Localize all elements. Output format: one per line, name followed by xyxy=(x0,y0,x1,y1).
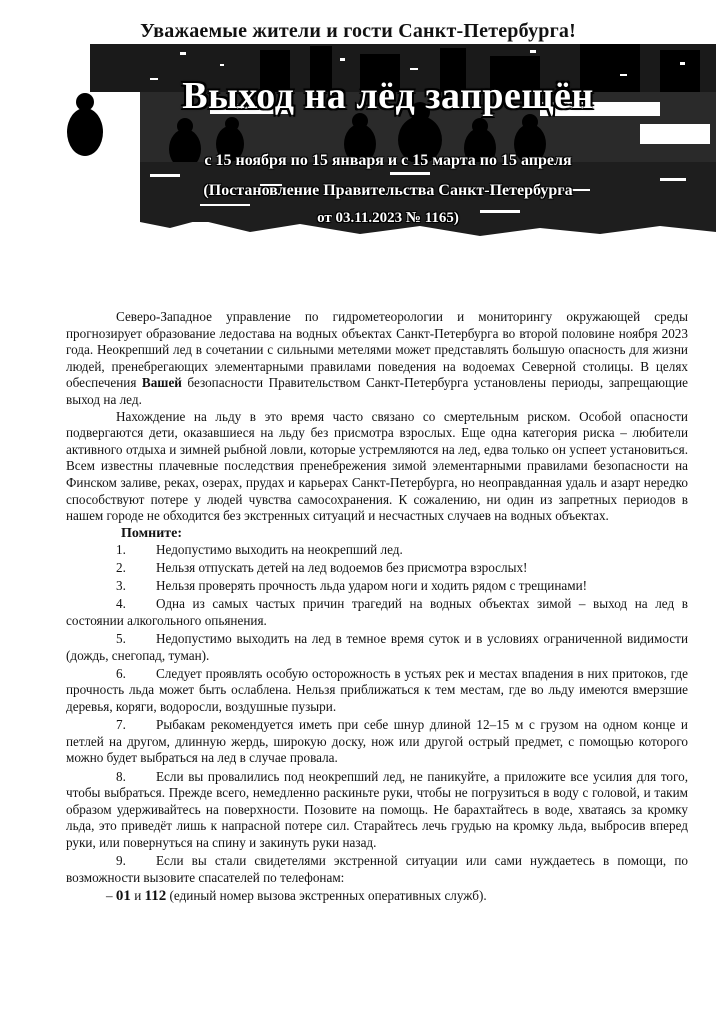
rule-text: Одна из самых частых причин трагедий на водных объектах зимой – выход на лед в состоянии алкогольного опьянения. xyxy=(66,596,688,628)
intro-paragraph-2: Нахождение на льду в это время часто связано со смертельным риском. Особой опасности подвергаются дети, оказавшиеся на льду без присмотра взрослых. Еще одна категория риска – любители активного отдыха и зимней рыбной ловли, которые устремляются на лед, едва только он успеет установиться. Всем известны плачевные последствия пренебрежения зимой элементарными правилами безопасности на Финском заливе, реках, озерах, прудах и карьерах Санкт-Петербурга, но неоправданная удаль и азарт нередко способствуют потере у людей чувства самосохранения. К сожалению, ни один из запретных периодов в нашем городе не обходится без экстренных ситуаций и несчастных случаев на водных объектах. xyxy=(66,408,688,524)
rule-text: Если вы провалились под неокрепший лед, не паникуйте, а приложите все усилия для того, чтобы выбраться. Прежде всего, немедленно раскиньте руки, чтобы не погрузиться в воду с головой, и таким образом удерживайтесь на поверхности. Позовите на помощь. Не барахтайтесь в воде, хватаясь за кромку льда, это приведёт лишь к напрасной потере сил. Старайтесь лечь грудью на кромку льда, выбросив вперед руки, или повернуться на спину и закинуть руки назад. xyxy=(66,768,688,850)
rule-number: 8. xyxy=(116,768,126,784)
rule-text: Рыбакам рекомендуется иметь при себе шнур длиной 12–15 м с грузом на одном конце и петлей на другом, длинную жердь, широкую доску, нож или другой острый предмет, с помощью которого можно будет выбраться на лед в случае провала. xyxy=(66,717,688,766)
rule-text: Нельзя проверять прочность льда ударом ноги и ходить рядом с трещинами! xyxy=(156,578,588,594)
intro-paragraph-1 xyxy=(66,309,688,409)
rule-number: 3. xyxy=(116,578,126,594)
rule-item xyxy=(66,631,688,664)
phone-number-112: 112 xyxy=(144,887,167,904)
intro-text: Северо-Западное управление по гидрометеорологии и мониторингу окружающей среды прогнозирует образование ледостава на водных объектах Санкт-Петербурга во второй половине ноября 2023 года. Неокрепший лед в сочетании с сильными метелями может представлять большую опасность для жизни людей, пренебрегающих элементарными правилами поведения на водоемах Северной столицы. В целях обеспечения xyxy=(66,309,688,391)
rule-number: 7. xyxy=(116,717,126,733)
notice-body xyxy=(66,309,688,905)
phone-number-01: 01 xyxy=(115,887,131,904)
rule-text: Недопустимо выходить на неокрепший лед. xyxy=(156,541,403,557)
rule-item xyxy=(66,560,688,577)
phone-conjunction: и xyxy=(134,887,142,903)
rule-item xyxy=(66,578,688,595)
rule-number: 2. xyxy=(116,559,126,575)
intro-text-continued: безопасности Правительством Санкт-Петербурга установлены периоды, запрещающие выход на лед. xyxy=(66,375,689,407)
rule-item xyxy=(66,542,688,559)
decree-reference: (Постановление Правительства Санкт-Петербурга xyxy=(203,182,573,199)
rule-number: 9. xyxy=(116,853,126,869)
notice-greeting: Уважаемые жители и гости Санкт-Петербурга! xyxy=(140,20,576,42)
rule-item xyxy=(66,717,688,767)
rule-item xyxy=(66,853,688,886)
remember-heading: Помните: xyxy=(121,525,183,541)
rule-item xyxy=(66,769,688,852)
phone-note: (единый номер вызова экстренных оперативных служб). xyxy=(169,887,487,903)
rule-text: Недопустимо выходить на лед в темное время суток и в условиях ограниченной видимости (дождь, снегопад, туман). xyxy=(66,631,688,663)
ban-periods: с 15 ноября по 15 января и с 15 марта по 15 апреля xyxy=(204,152,572,169)
rule-item xyxy=(66,596,688,629)
rule-item xyxy=(66,666,688,716)
rule-text: Если вы стали свидетелями экстренной ситуации или сами нуждаетесь в помощи, по возможности вызовите спасателей по телефонам: xyxy=(66,853,688,885)
safety-rules-list xyxy=(66,542,688,887)
rule-text: Нельзя отпускать детей на лед водоемов без присмотра взрослых! xyxy=(156,559,528,575)
rule-number: 4. xyxy=(116,596,126,612)
intro-emphasis: Вашей xyxy=(141,375,182,391)
decree-date: от 03.11.2023 № 1165) xyxy=(317,210,459,226)
phone-dash: – xyxy=(106,887,113,903)
rule-text: Следует проявлять особую осторожность в устьях рек и местах впадения в них притоков, где прочность льда может быть ослаблена. Нельзя приближаться к тем местам, где во льду имеются вмерзшие деревья, коряги, водоросли, воздушные пузыри. xyxy=(66,665,688,715)
ice-ban-heading: Выход на лёд запрещён xyxy=(182,75,594,117)
emergency-phones xyxy=(66,888,688,905)
rule-number: 1. xyxy=(116,541,126,557)
rule-number: 5. xyxy=(116,631,126,647)
rule-number: 6. xyxy=(116,665,126,681)
